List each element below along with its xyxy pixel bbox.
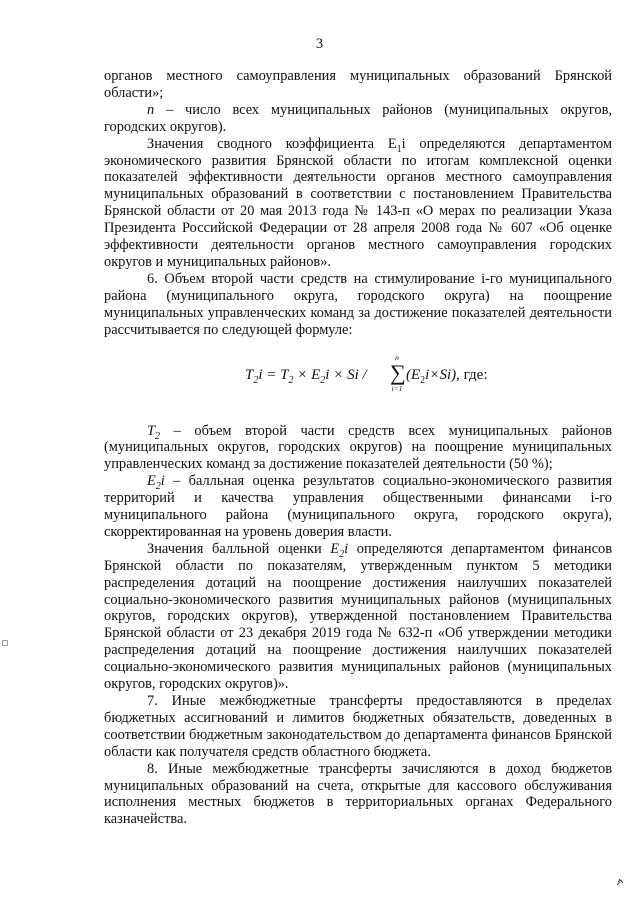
paragraph-1: органов местного самоуправления муниципальных образований Брянской области»; [104, 68, 612, 101]
formula-sum: n ∑ i=1 [390, 352, 406, 393]
e2i-definition-text: – балльная оценка результатов социально-экономического развития территорий и качества управления общественными финансами i-го муниципального района (муниципального округа, городского округа), скорректированная на уровень доверия власти. [104, 473, 612, 540]
page-number: 3 [315, 36, 324, 52]
paragraph-8: 8. Иные межбюджетные трансферты зачисляются в доход бюджетов муниципальных образований на счета, открытые для кассового обслуживания исполнения местных бюджетов в территориальных органах Федерального казначейства. [104, 760, 612, 828]
formula-right: $(E_2i\times Si)$, где: [406, 366, 488, 386]
scan-mark [2, 640, 8, 646]
paragraph-7: 7. Иные межбюджетные трансферты предоставляются в пределах бюджетных ассигнований и лимитов бюджетных обязательств, доведенных в соответствии бюджетным законодательством до департамента финансов Брянской области как получателя средств областного бюджета. [104, 693, 612, 760]
e1i-text: определяются департаментом экономического развития Брянской области по итогам комплексной оценки показателей эффективности деятельности органов местного самоуправления муниципальных образований в соответствии с постановлением Правительства Брянской области от 20 мая 2013 года № 143-п «О мерах по реализации Указа Президента Российской Федерации от 28 апреля 2008 года № 607 «Об оценке эффективности деятельности органов местного самоуправления городских округов и муниципальных районов». [104, 135, 612, 270]
paragraph-n-definition [104, 102, 612, 136]
symbol-e1i: $E_1i$ [387, 135, 406, 155]
document-body [104, 68, 612, 828]
paragraph-e2i-values [104, 541, 612, 693]
paragraph-t2-definition [104, 423, 612, 474]
symbol-e2i: $E_2i$ [147, 473, 165, 493]
symbol-n: n [147, 101, 155, 118]
e2i-values-intro: Значения балльной оценки [147, 540, 322, 557]
paragraph-6: 6. Объем второй части средств на стимулирование i-го муниципального района (муниципального округа, городского округа) на поощрение муниципальных управленческих команд за достижение показателей деятельности рассчитывается по следующей формуле: [104, 270, 612, 338]
n-definition-text: – число всех муниципальных районов (муниципальных округов, городских округов). [104, 101, 612, 135]
symbol-t2: $T_2$ [147, 422, 161, 442]
t2-definition-text: – объем второй части средств всех муниципальных районов (муниципальных округов, городских округов) на поощрение муниципальных управленческих команд за достижение показателей деятельности (50 %); [104, 422, 612, 473]
e2i-values-text: определяются департаментом финансов Брянской области по показателям, утвержденным пунктом 5 методики распределения дотаций на поощрение достижения наилучших показателей социально-экономического развития муниципальных районов (муниципальных округов, городских округов), утвержденной постановлением Правительства Брянской области от 23 декабря 2019 года № 632-п «Об утверждении методики распределения дотаций на поощрение достижения наилучших показателей социально-экономического развития муниципальных районов (муниципальных округов, городских округов)». [104, 540, 613, 693]
formula-left: $T_2i = T_2 \times E_2i \times Si$ / [245, 366, 367, 386]
pin-icon [615, 877, 625, 887]
paragraph-e2i-definition [104, 473, 612, 541]
formula [104, 353, 612, 415]
paragraph-e1i [104, 136, 612, 271]
symbol-e2i-2: $E_2i$ [330, 540, 349, 560]
e1i-intro: Значения сводного коэффициента [147, 135, 375, 152]
